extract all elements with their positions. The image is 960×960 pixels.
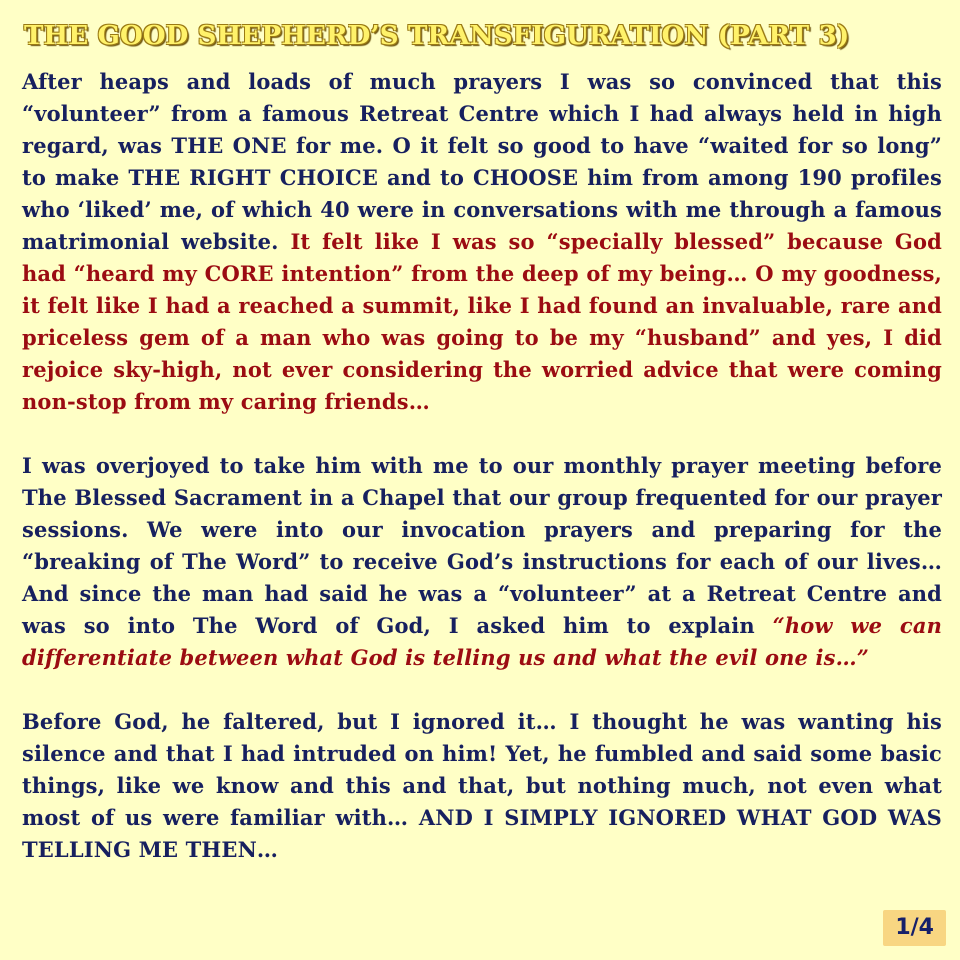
paragraph-3: [22, 706, 942, 866]
page-indicator: 1/4: [883, 910, 946, 946]
paragraph-2-text: I was overjoyed to take him with me to our monthly prayer meeting before The Blessed Sacrament in a Chapel that our group frequented for our prayer sessions. We were into our invocation prayers and preparing for the “breaking of The Word” to receive God’s instructions for each of our lives… And since the man had said he was a “volunteer” at a Retreat Centre and was so into The Word of God, I asked him to explain: [22, 453, 942, 638]
paragraph-1-text: After heaps and loads of much prayers I was so convinced that this “volunteer” from a famous Retreat Centre which I had always held in high regard, was THE ONE for me. O it felt so good to have “waited for so long” to make THE RIGHT CHOICE and to CHOOSE him from among 190 profiles who ‘liked’ me, of which 40 were in conversations with me through a famous matrimonial website.: [22, 69, 942, 254]
paragraph-1: [22, 66, 942, 418]
paragraph-1-highlight: It felt like I was so “specially blessed” because God had “heard my CORE intention” from the deep of my being… O my goodness, it felt like I had a reached a summit, like I had found an invaluable, rare and priceless gem of a man who was going to be my “husband” and yes, I did rejoice sky-high, not ever considering the worried advice that were coming non-stop from my caring friends…: [22, 229, 942, 414]
paragraph-2: [22, 450, 942, 674]
document-body: [22, 18, 942, 866]
page-title: THE GOOD SHEPHERD’S TRANSFIGURATION (PART 3): [24, 21, 850, 51]
paragraph-3-text: Before God, he faltered, but I ignored it… I thought he was wanting his silence and that I had intruded on him! Yet, he fumbled and said some basic things, like we know and this and that, but nothing much, not even what most of us were familiar with… AND I SIMPLY IGNORED WHAT GOD WAS TELLING ME THEN…: [22, 709, 942, 862]
paragraph-2-quote: “how we can differentiate between what God is telling us and what the evil one is…”: [22, 613, 942, 670]
